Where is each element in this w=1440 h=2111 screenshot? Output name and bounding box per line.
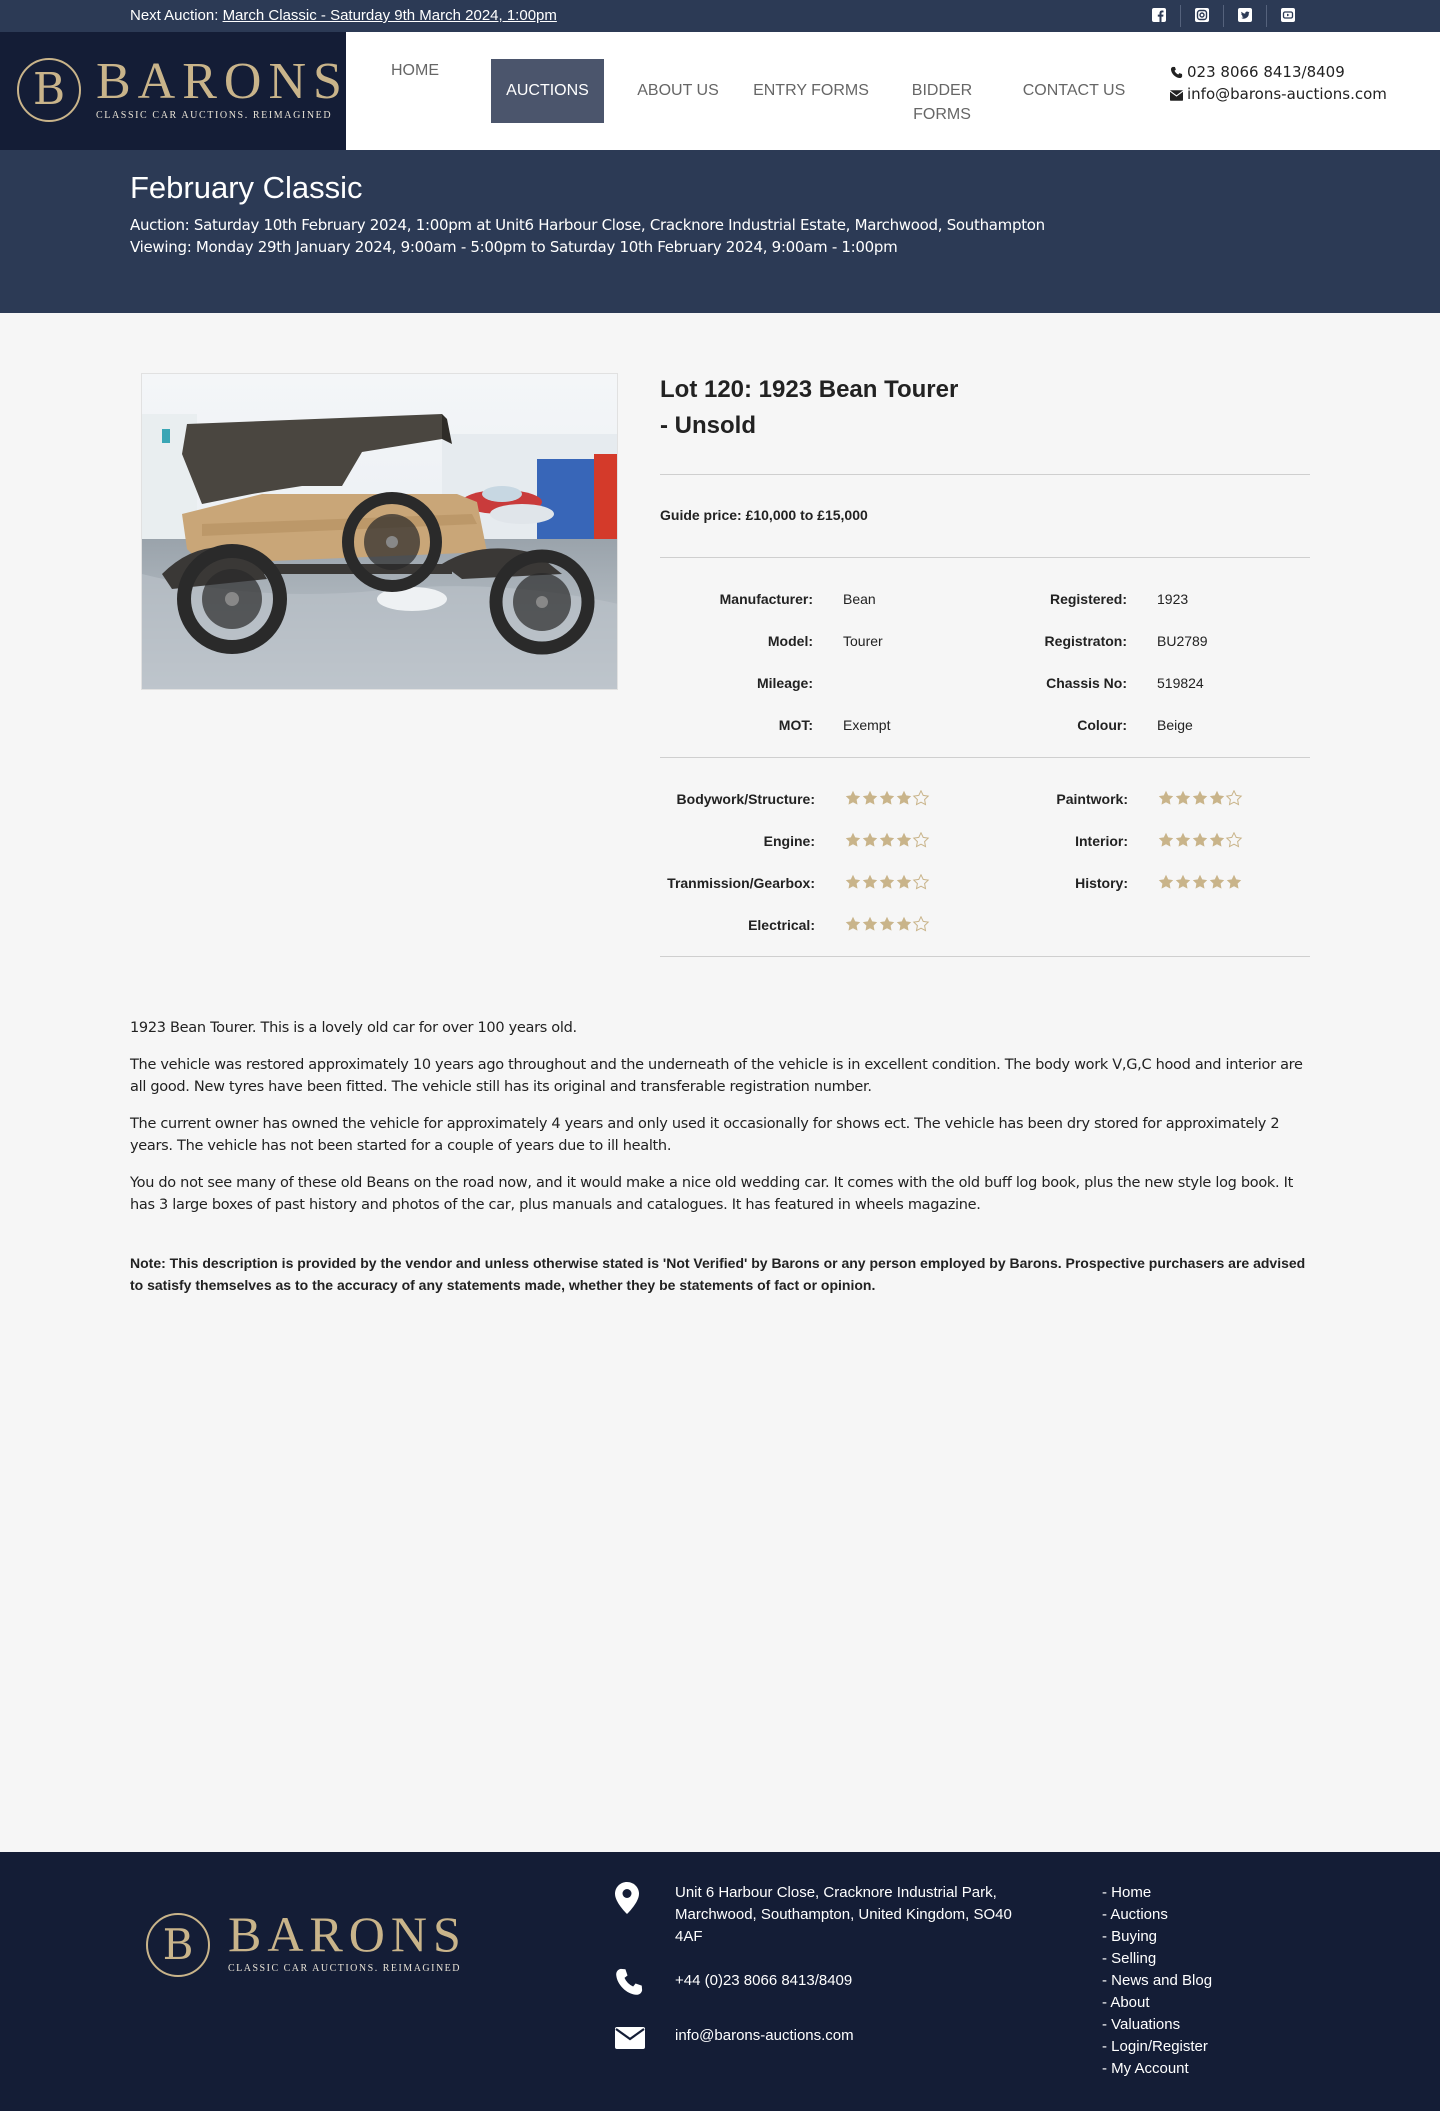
logo-monogram: B [32,64,66,115]
star-rating [1158,832,1243,848]
star-filled-icon [1176,833,1190,847]
footer-phone[interactable]: +44 (0)23 8066 8413/8409 [675,1972,853,1989]
footer-link-account[interactable]: - My Account [1102,2060,1189,2077]
footer-logo[interactable] [144,1906,467,1987]
star-filled-icon [1159,833,1173,847]
rating-label: Tranmission/Gearbox: [667,875,815,891]
star-filled-icon [846,791,860,805]
footer-link-selling[interactable]: - Selling [1102,1950,1157,1967]
lot-title-line1: Lot 120: 1923 Bean Tourer [660,376,959,403]
star-rating [1158,790,1243,806]
footer-link-home[interactable]: - Home [1102,1884,1152,1901]
spec-label: Model: [767,633,813,649]
divider [660,956,1310,957]
spec-value: Exempt [843,717,891,733]
footer-link-auctions[interactable]: - Auctions [1102,1906,1168,1923]
star-filled-icon [880,875,894,889]
twitter-icon[interactable] [1237,7,1253,23]
auction-banner [0,150,1440,313]
star-filled-icon [880,917,894,931]
star-rating [845,874,930,890]
star-rating [845,832,930,848]
star-empty-icon [1227,833,1241,847]
star-rating [845,790,930,806]
star-rating [1158,874,1243,890]
star-filled-icon [863,917,877,931]
star-empty-icon [914,917,928,931]
envelope-icon [1170,90,1183,101]
divider [660,757,1310,758]
footer-logo-wordmark: BARONS [228,1906,467,1962]
spec-label: Registraton: [1044,633,1127,649]
star-filled-icon [897,917,911,931]
map-marker-icon [615,1882,639,1914]
star-filled-icon [897,833,911,847]
phone-icon [1170,66,1183,79]
rating-label: Engine: [763,833,815,849]
nav-bidder-forms[interactable]: BIDDER FORMS [911,82,973,123]
rating-label: Bodywork/Structure: [676,791,815,807]
spec-value: BU2789 [1157,633,1208,649]
star-filled-icon [1193,833,1207,847]
star-empty-icon [914,875,928,889]
youtube-icon[interactable] [1280,7,1296,23]
spec-value: 1923 [1157,591,1189,607]
spec-label: Chassis No: [1046,675,1127,691]
spec-value: Beige [1157,717,1193,733]
nav-about-us[interactable]: ABOUT US [637,82,719,99]
spec-label: Registered: [1049,591,1127,607]
star-filled-icon [863,791,877,805]
description-paragraph: The vehicle was restored approximately 10 years ago throughout and the underneath of the vehicle is in excellent condition. The body work V,G,C hood and interior are all good. New tyres have been fitted. The vehicle still has its original and transferable registration number. [130,1057,1303,1095]
star-filled-icon [846,833,860,847]
spec-value: 519824 [1157,675,1204,691]
star-empty-icon [1227,791,1241,805]
star-filled-icon [1159,875,1173,889]
star-filled-icon [1159,791,1173,805]
header-email[interactable] [1170,85,1387,103]
star-rating [845,916,930,932]
footer-link-valuations[interactable]: - Valuations [1102,2016,1181,2033]
divider [660,557,1310,558]
next-auction-label: Next Auction: [130,7,219,24]
star-filled-icon [863,833,877,847]
header-phone-text: 023 8066 8413/8409 [1187,63,1345,81]
description-paragraph: The current owner has owned the vehicle for approximately 4 years and only used it occasionally for shows ect. The vehicle has been dry stored for approximately 2 years. The vehicle has not been started for a couple of years due to ill health. [130,1116,1280,1154]
star-empty-icon [914,791,928,805]
star-filled-icon [1210,791,1224,805]
next-auction [130,7,557,24]
facebook-icon[interactable] [1151,7,1167,23]
description-paragraph: 1923 Bean Tourer. This is a lovely old car for over 100 years old. [130,1020,577,1036]
star-filled-icon [880,791,894,805]
vendor-note: Note: This description is provided by the vendor and unless otherwise stated is 'Not Verified' by Barons or any person employed by Barons. Prospective purchasers are advised to satisfy themselves as to the accuracy of any statements made, whether they be statements of fact or opinion. [130,1255,1306,1293]
description-paragraph: You do not see many of these old Beans on the road now, and it would make a nice old wedding car. It comes with the old buff log book, plus the new style log book. It has 3 large boxes of past history and photos of the car, plus manuals and catalogues. It has featured in wheels magazine. [130,1175,1293,1213]
rating-label: Interior: [1075,833,1128,849]
lot-title [660,372,1000,444]
star-filled-icon [846,917,860,931]
star-filled-icon [1210,875,1224,889]
spec-label: MOT: [778,717,813,733]
star-filled-icon [1176,875,1190,889]
site-logo[interactable] [0,32,349,150]
star-filled-icon [1227,875,1241,889]
star-filled-icon [1210,833,1224,847]
next-auction-link[interactable]: March Classic - Saturday 9th March 2024, 1:00pm [222,7,557,24]
star-filled-icon [863,875,877,889]
footer-link-buying[interactable]: - Buying [1102,1928,1158,1945]
star-filled-icon [1193,875,1207,889]
star-filled-icon [1176,791,1190,805]
star-filled-icon [1193,791,1207,805]
phone-icon [614,1967,644,1997]
site-footer [0,1852,1440,2111]
rating-label: Electrical: [748,917,815,933]
spec-label: Mileage: [756,675,813,691]
footer-link-news[interactable]: - News and Blog [1102,1972,1213,1989]
footer-logo-monogram: B [162,1920,194,1969]
footer-links [1102,1882,1212,2080]
footer-link-login[interactable]: - Login/Register [1102,2038,1208,2055]
top-bar [0,0,1440,32]
auction-details: Auction: Saturday 10th February 2024, 1:00pm at Unit6 Harbour Close, Cracknore Industrial Estate, Marchwood, Southampton [130,216,1045,234]
spec-value: Bean [843,591,876,607]
rating-label: Paintwork: [1056,791,1128,807]
footer-link-about[interactable]: - About [1102,1994,1150,2011]
divider [660,474,1310,475]
footer-address: Unit 6 Harbour Close, Cracknore Industrial Park, Marchwood, Southampton, United Kingdom, SO40 4AF [675,1884,1012,1945]
star-filled-icon [846,875,860,889]
nav-entry-forms[interactable]: ENTRY FORMS [753,82,869,99]
site-header [0,32,1440,150]
spec-label: Manufacturer: [719,591,813,607]
viewing-details: Viewing: Monday 29th January 2024, 9:00am - 5:00pm to Saturday 10th February 2024, 9:00am - 1:00pm [130,238,898,256]
star-filled-icon [897,875,911,889]
logo-tagline: CLASSIC CAR AUCTIONS. REIMAGINED [96,110,333,121]
logo-wordmark: BARONS [96,53,349,110]
star-filled-icon [897,791,911,805]
lot-status: - Unsold [660,412,756,439]
footer-email[interactable]: info@barons-auctions.com [675,2027,854,2044]
nav-auctions[interactable]: AUCTIONS [491,59,604,123]
rating-label: History: [1075,875,1128,891]
spec-value: Tourer [843,633,883,649]
auction-title: February Classic [130,170,363,205]
star-filled-icon [880,833,894,847]
footer-logo-tagline: CLASSIC CAR AUCTIONS. REIMAGINED [228,1963,462,1974]
nav-contact-us[interactable]: CONTACT US [1022,82,1126,99]
nav-home[interactable]: HOME [391,62,439,79]
header-phone[interactable] [1170,63,1345,81]
envelope-icon [615,2027,645,2049]
spec-label: Colour: [1077,717,1127,733]
star-empty-icon [914,833,928,847]
lot-photo[interactable] [141,373,618,690]
header-email-text: info@barons-auctions.com [1187,85,1387,103]
instagram-icon[interactable] [1194,7,1210,23]
guide-price: Guide price: £10,000 to £15,000 [660,507,868,523]
